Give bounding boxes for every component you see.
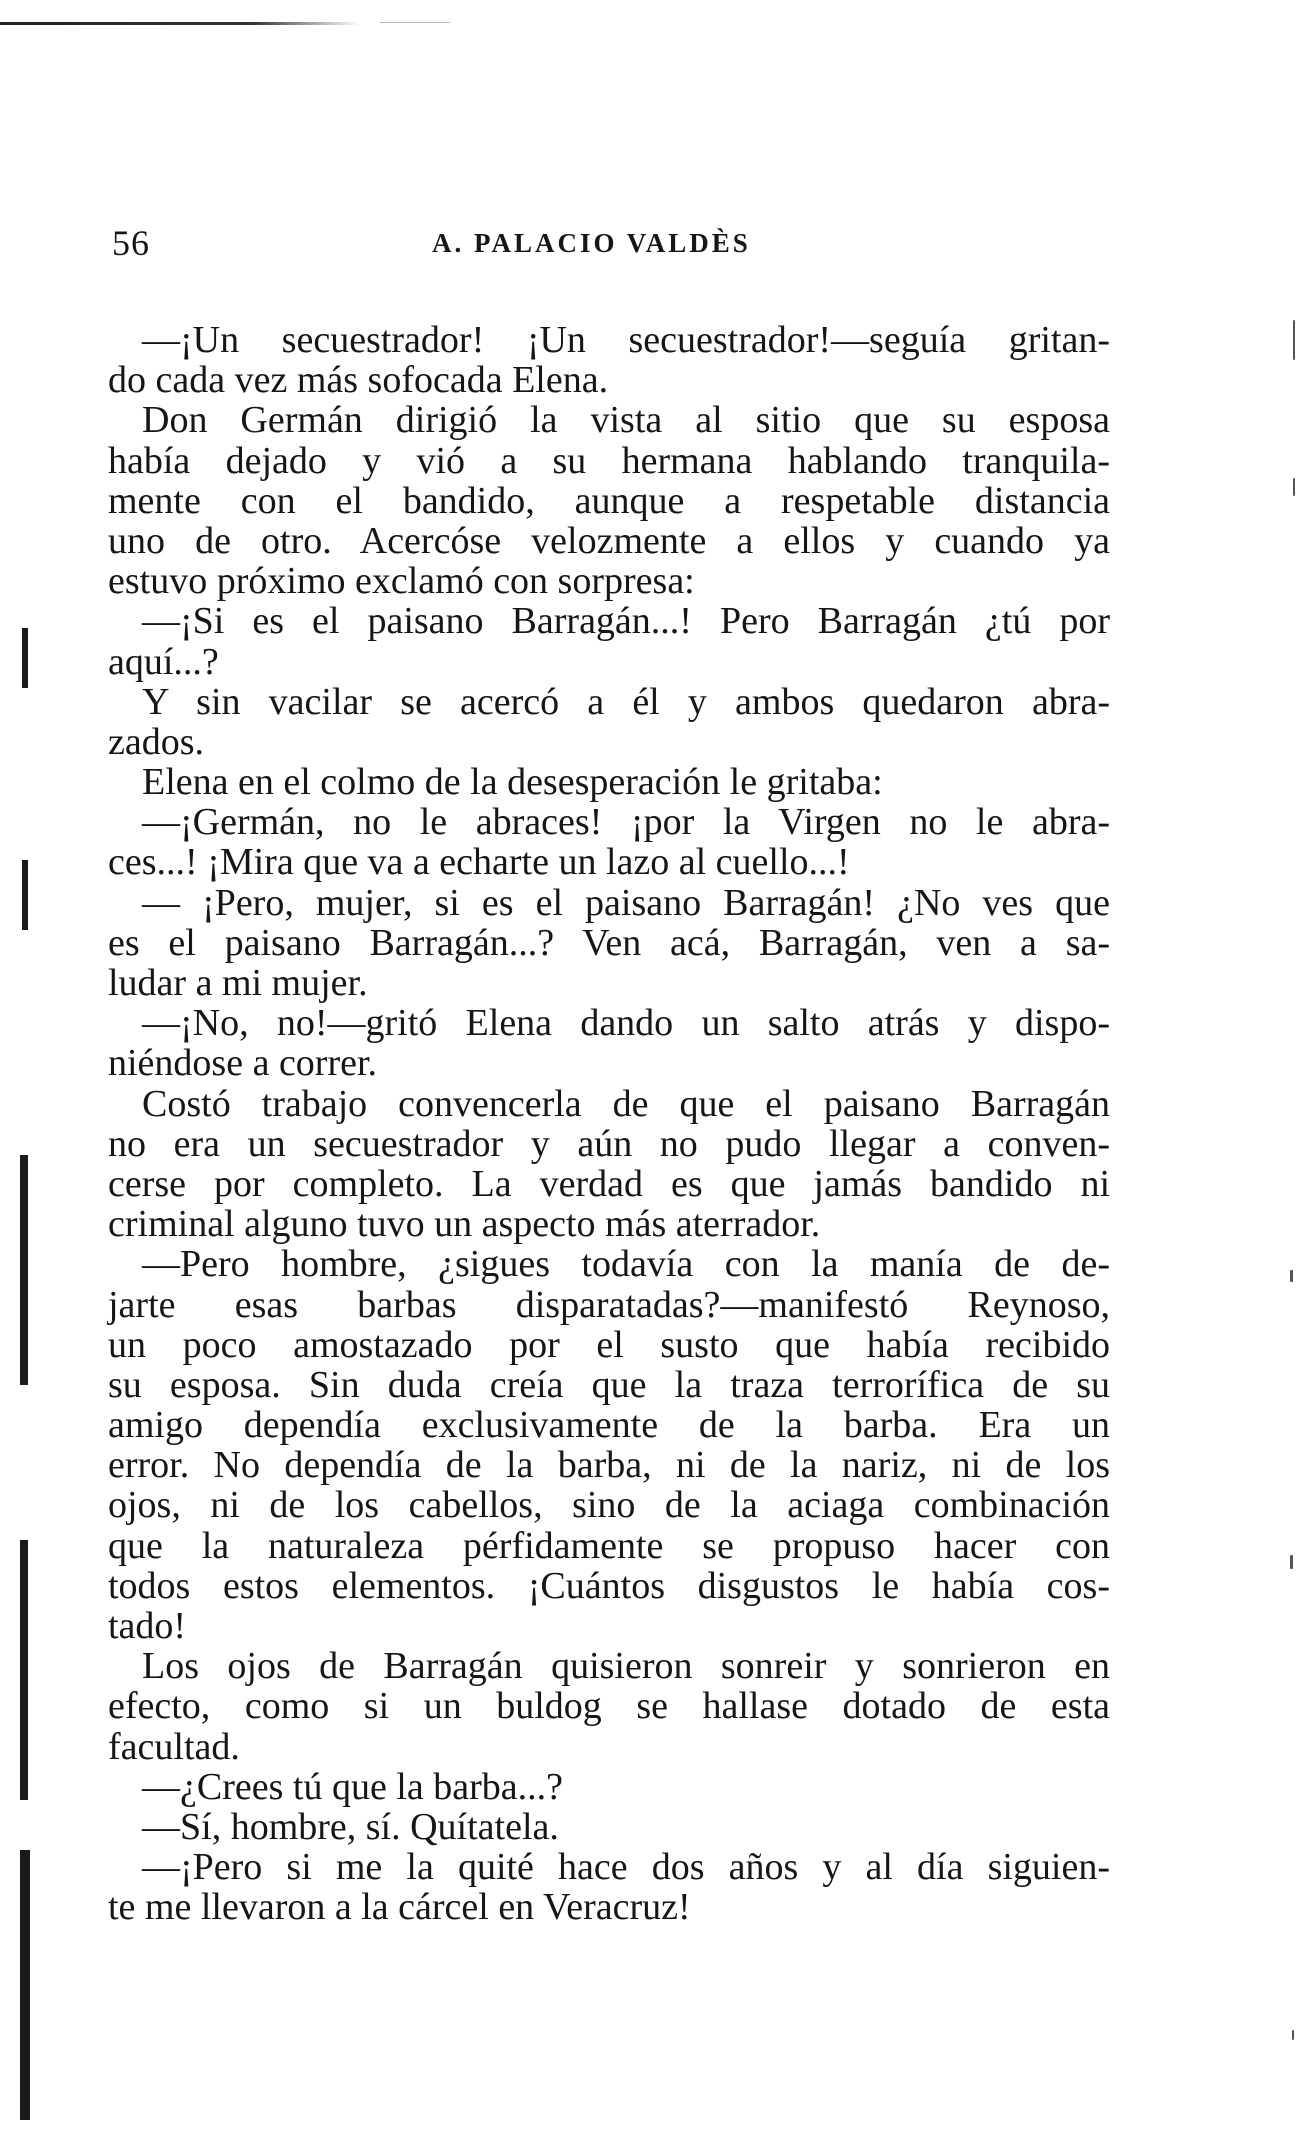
text-line: todos estos elementos. ¡Cuántos disgustos le había cos- — [108, 1564, 1110, 1607]
text-line: Y sin vacilar se acercó a él y ambos quedaron abra- — [142, 680, 1110, 723]
text-line: su esposa. Sin duda creía que la traza terrorífica de su — [108, 1363, 1110, 1406]
edge-fleck — [1292, 2030, 1294, 2040]
text-line: uno de otro. Acercóse velozmente a ellos y cuando ya — [108, 519, 1110, 562]
edge-fleck — [1290, 1270, 1293, 1282]
text-line: —¿Crees tú que la barba...? — [142, 1765, 563, 1808]
text-line: que la naturaleza pérfidamente se propuso hacer con — [108, 1524, 1110, 1567]
page-header — [112, 222, 1112, 266]
text-line: cerse por completo. La verdad es que jamás bandido ni — [108, 1162, 1110, 1205]
binding-mark — [20, 1155, 28, 1385]
text-line: ojos, ni de los cabellos, sino de la aciaga combinación — [108, 1484, 1110, 1527]
text-line: error. No dependía de la barba, ni de la nariz, ni de los — [108, 1444, 1110, 1487]
edge-fleck — [1293, 320, 1295, 360]
text-line: Costó trabajo convencerla de que el paisano Barragán — [142, 1082, 1110, 1125]
binding-mark — [22, 860, 28, 930]
text-line: Don Germán dirigió la vista al sitio que su esposa — [142, 399, 1110, 442]
text-line: niéndose a correr. — [108, 1042, 378, 1085]
text-line: amigo dependía exclusivamente de la barba. Era un — [108, 1404, 1110, 1447]
running-head: A. PALACIO VALDÈS — [432, 228, 751, 258]
text-line: Los ojos de Barragán quisieron sonreir y sonrieron en — [142, 1645, 1110, 1688]
page-number: 56 — [112, 223, 150, 263]
text-line: ludar a mi mujer. — [108, 962, 368, 1004]
text-line: — ¡Pero, mujer, si es el paisano Barragán! ¿No ves que — [142, 881, 1110, 924]
body-text — [108, 320, 1110, 1928]
text-line: —¡Si es el paisano Barragán...! Pero Barragán ¿tú por — [142, 600, 1110, 643]
edge-fleck — [1290, 1555, 1293, 1569]
text-line: —Sí, hombre, sí. Quítatela. — [142, 1805, 559, 1848]
top-edge-rule — [0, 22, 360, 25]
text-line: efecto, como si un buldog se hallase dotado de esta — [108, 1685, 1110, 1728]
text-line: estuvo próximo exclamó con sorpresa: — [108, 560, 695, 603]
text-line: criminal alguno tuvo un aspecto más aterrador. — [108, 1203, 821, 1246]
text-line: —¡No, no!—gritó Elena dando un salto atrás y dispo- — [142, 1002, 1110, 1045]
binding-mark — [20, 1850, 30, 2120]
edge-fleck — [1293, 478, 1295, 496]
text-line: había dejado y vió a su hermana hablando tranquila- — [108, 439, 1110, 482]
text-line: aquí...? — [108, 640, 219, 683]
text-line: Elena en el colmo de la desesperación le gritaba: — [142, 761, 883, 804]
binding-mark — [22, 628, 28, 688]
text-line: tado! — [108, 1605, 187, 1647]
text-line: un poco amostazado por el susto que había recibido — [108, 1323, 1110, 1366]
text-line: no era un secuestrador y aún no pudo llegar a conven- — [108, 1122, 1110, 1165]
text-line: mente con el bandido, aunque a respetable distancia — [108, 479, 1110, 522]
text-line: facultad. — [108, 1725, 240, 1768]
top-edge-rule-faint — [380, 22, 450, 23]
text-line: es el paisano Barragán...? Ven acá, Barragán, ven a sa- — [108, 921, 1110, 964]
text-line: jarte esas barbas disparatadas?—manifestó Reynoso, — [108, 1283, 1110, 1326]
binding-mark — [20, 1540, 28, 1800]
text-line: —¡Un secuestrador! ¡Un secuestrador!—seguía gritan- — [142, 319, 1110, 361]
text-line: —Pero hombre, ¿sigues todavía con la manía de de- — [142, 1243, 1110, 1286]
text-line: te me llevaron a la cárcel en Veracruz! — [108, 1886, 691, 1929]
text-line: zados. — [108, 720, 205, 763]
text-line: do cada vez más sofocada Elena. — [108, 359, 609, 402]
text-line: —¡Pero si me la quité hace dos años y al día siguien- — [142, 1846, 1110, 1889]
text-line: —¡Germán, no le abraces! ¡por la Virgen no le abra- — [142, 801, 1110, 844]
text-line: ces...! ¡Mira que va a echarte un lazo al cuello...! — [108, 841, 850, 884]
